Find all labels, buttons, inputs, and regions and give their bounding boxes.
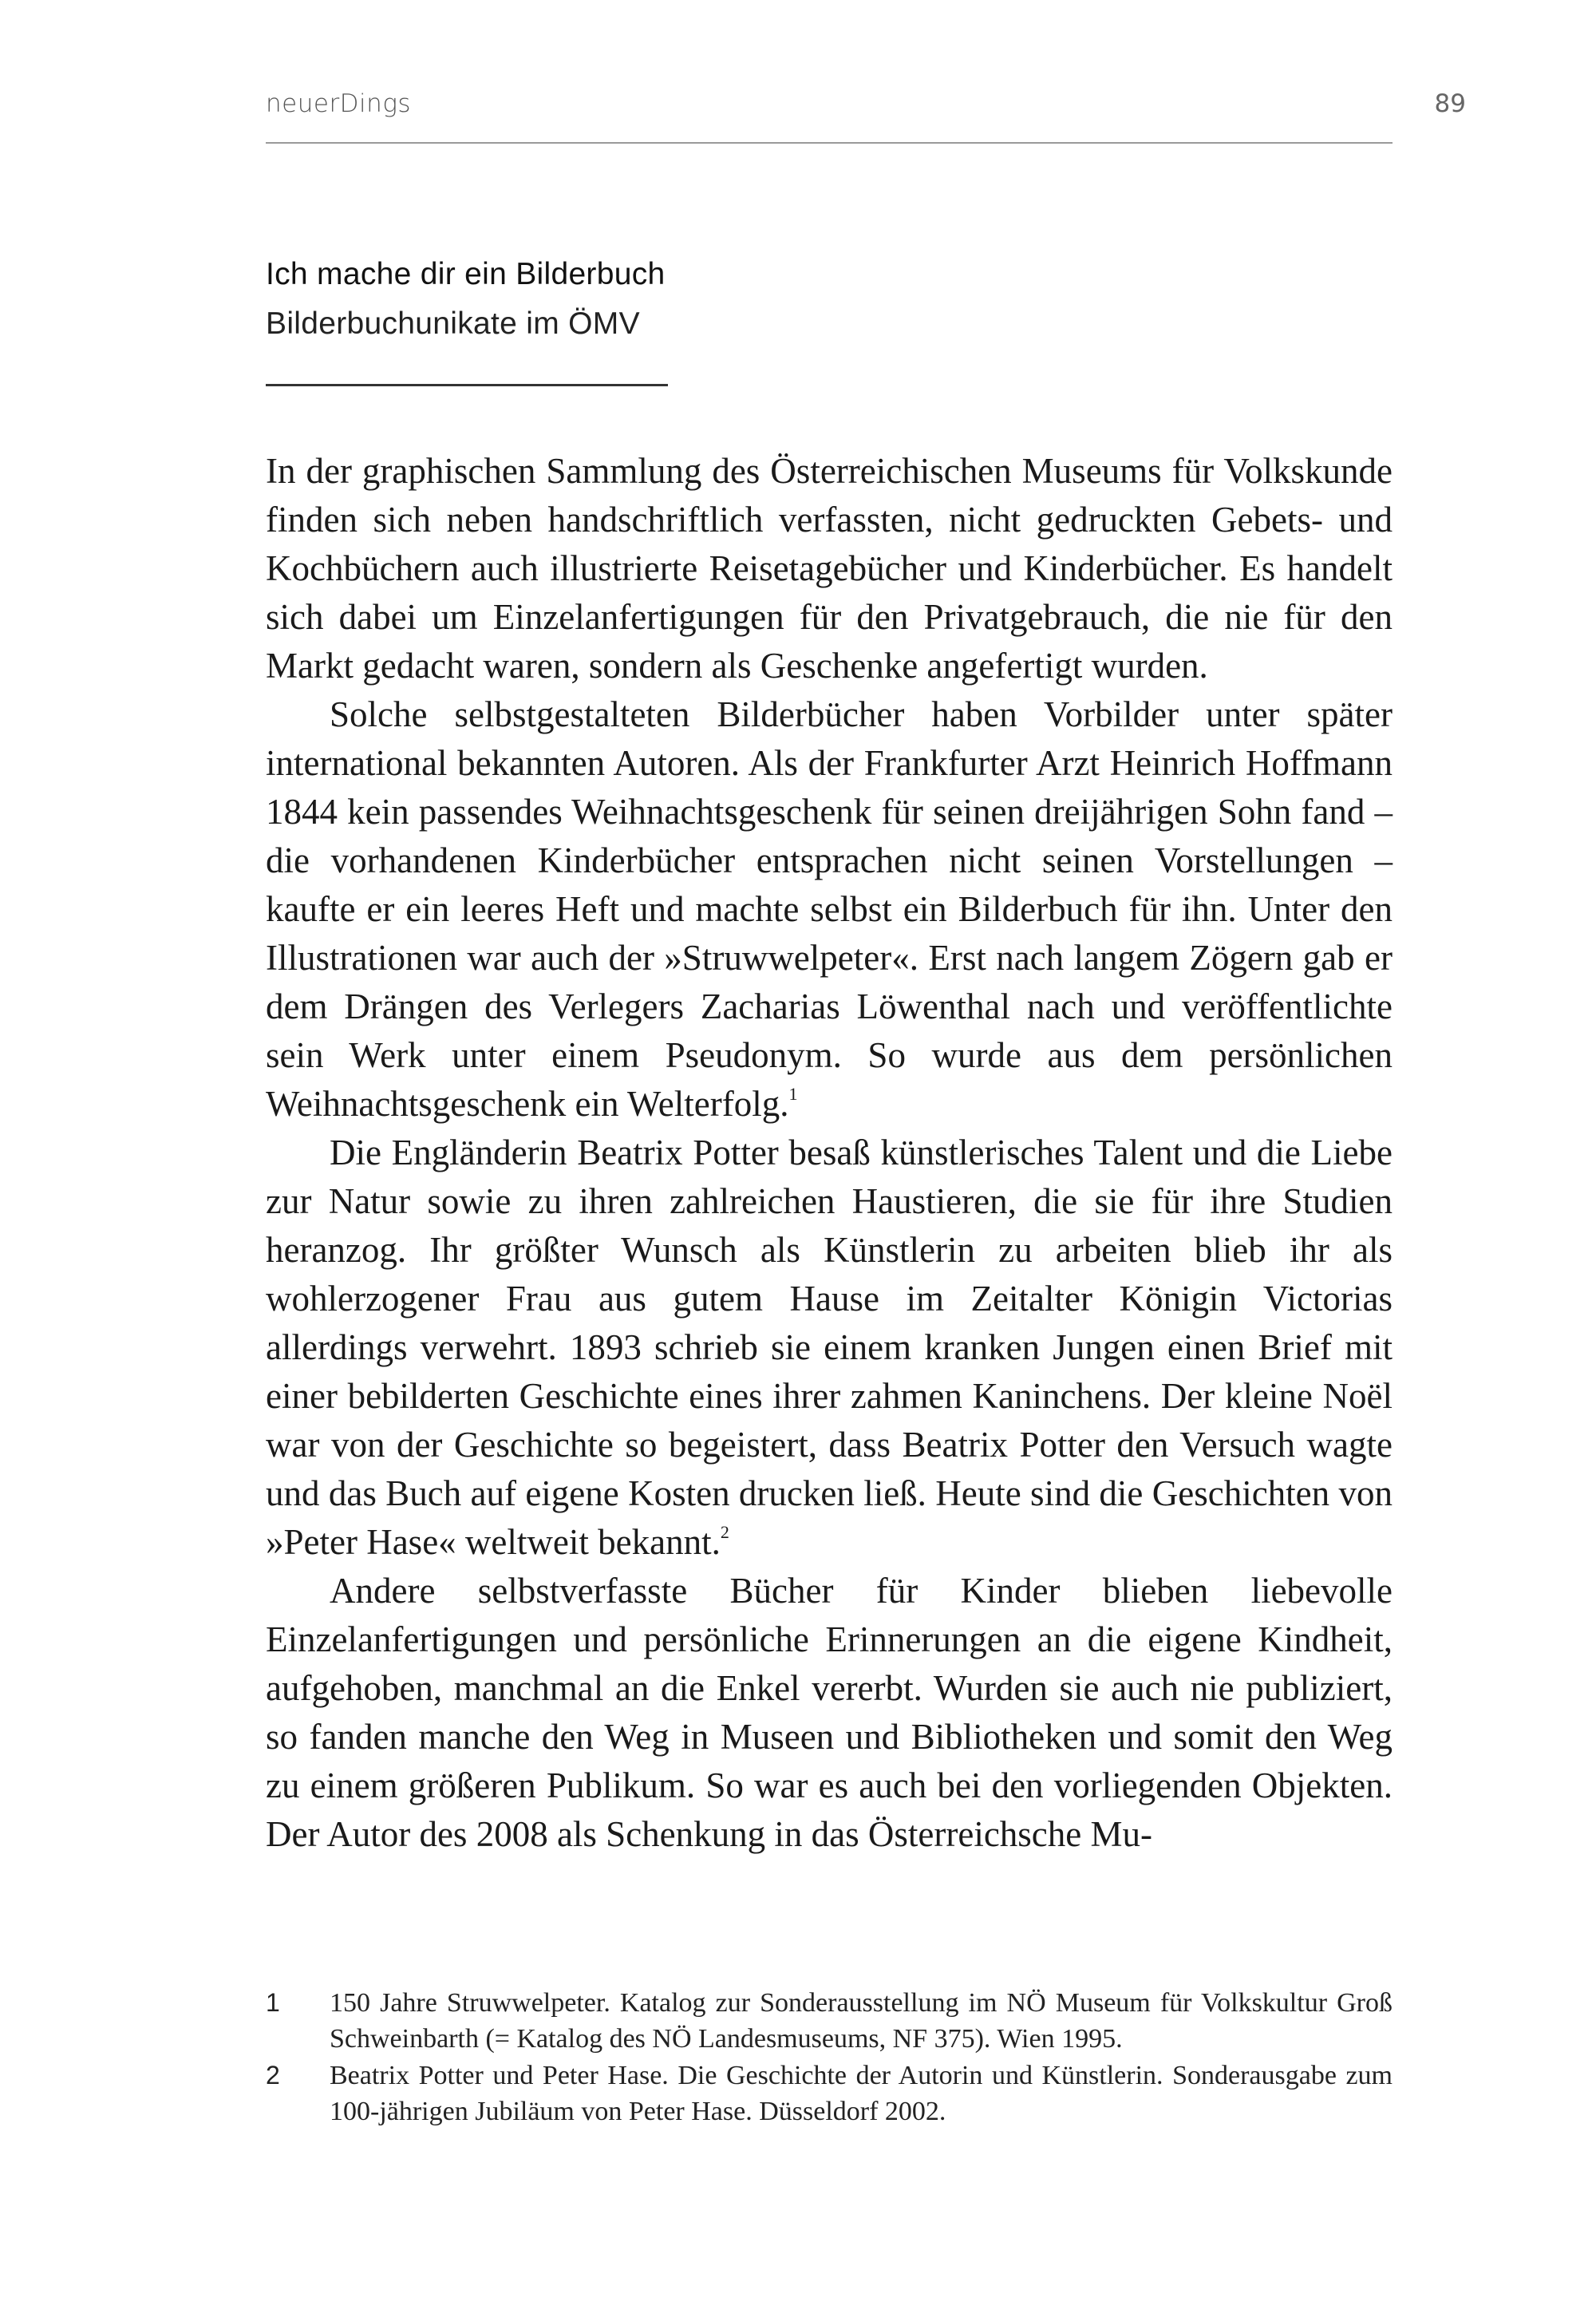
footnote [266, 1985, 1393, 2057]
footnote-ref[interactable]: 2 [720, 1522, 729, 1542]
footnote-text: Beatrix Potter und Peter Hase. Die Geschichte der Autorin und Künstlerin. Sonderausgabe zum 100-jährigen Jubiläum von Peter Hase. Düsseldorf 2002. [330, 2061, 1393, 2126]
header-divider [266, 142, 1393, 144]
paragraph: Andere selbstverfasste Bücher für Kinder blieben liebevolle Einzelanfertigungen und persönliche Erinnerungen an die eigene Kindheit, aufgehoben, manchmal an die Enkel vererbt. Wurden sie auch nie publiziert, so fanden manche den Weg in Museen und Bibliotheken und somit den Weg zu einem größeren Publikum. So war es auch bei den vorliegenden Objekten. Der Autor des 2008 als Schenkung in das Österreichsche Mu- [266, 1571, 1393, 1854]
footnotes [266, 1985, 1393, 2130]
title-divider [266, 384, 668, 386]
page-number: 89 [1434, 89, 1466, 118]
article-subtitle: Bilderbuchunikate im ÖMV [266, 306, 640, 341]
running-head [266, 89, 1466, 121]
footnote-text: 150 Jahre Struwwelpeter. Katalog zur Sonderausstellung im NÖ Museum für Volkskultur Groß Schweinbarth (= Katalog des NÖ Landesmuseums, NF 375). Wien 1995. [330, 1988, 1393, 2054]
article-body [266, 447, 1393, 1859]
footnote-number: 1 [266, 1988, 280, 2017]
paragraph: Die Engländerin Beatrix Potter besaß künstlerisches Talent und die Liebe zur Natur sowie zu ihren zahlreichen Haustieren, die sie für ihre Studien heranzog. Ihr größter Wunsch als Künstlerin zu arbeiten blieb ihr als wohlerzogener Frau aus gutem Hause im Zeitalter Königin Victorias allerdings verwehrt. 1893 schrieb sie einem kranken Jungen einen Brief mit einer bebilderten Geschichte eines ihrer zahmen Kaninchens. Der kleine Noël war von der Geschichte so begeistert, dass Beatrix Potter den Versuch wagte und das Buch auf eigene Kosten drucken ließ. Heute sind die Geschichten von »Peter Hase« weltweit bekannt.$^2$ [266, 1133, 1393, 1562]
paragraph: Solche selbstgestalteten Bilderbücher haben Vorbilder unter später international bekannten Autoren. Als der Frankfurter Arzt Heinrich Hoffmann 1844 kein passendes Weihnachtsgeschenk für seinen dreijährigen Sohn fand – die vorhandenen Kinderbücher entsprachen nicht seinen Vorstellungen – kaufte er ein leeres Heft und machte selbst ein Bilderbuch für ihn. Unter den Illustrationen war auch der »Struwwelpeter«. Erst nach langem Zögern gab er dem Drängen des Verlegers Zacharias Löwenthal nach und veröffentlichte sein Werk unter einem Pseudonym. So wurde aus dem persönlichen Weihnachtsgeschenk ein Welterfolg.$^1$ [266, 694, 1393, 1124]
article-title: Ich mache dir ein Bilderbuch [266, 257, 666, 291]
footnote-number: 2 [266, 2061, 280, 2090]
paragraph: In der graphischen Sammlung des Österreichischen Museums für Volkskunde finden sich neben handschriftlich verfassten, nicht gedruckten Gebets- und Kochbüchern auch illustrierte Reisetagebücher und Kinderbücher. Es handelt sich dabei um Einzelanfertigungen für den Privatgebrauch, die nie für den Markt gedacht waren, sondern als Geschenke angefertigt wurden. [266, 451, 1393, 686]
footnote [266, 2058, 1393, 2129]
footnote-ref[interactable]: 1 [788, 1084, 798, 1104]
journal-name: neuerDings [266, 89, 412, 118]
